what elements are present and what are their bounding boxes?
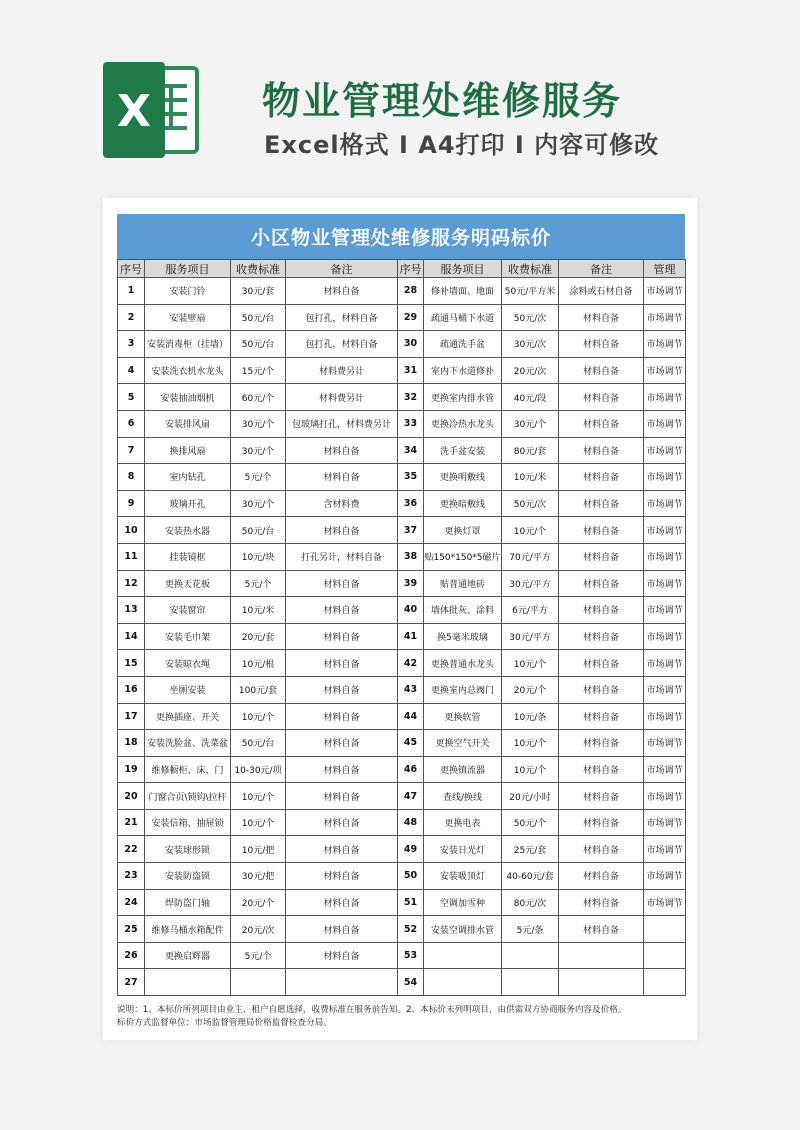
table-cell: 更换镇流器 (424, 756, 502, 783)
table-cell: 30元/平方 (502, 570, 559, 597)
table-cell: 市场调节 (644, 357, 686, 384)
table-cell: 安装信箱、抽屉锁 (145, 809, 231, 836)
table-cell: 市场调节 (644, 464, 686, 491)
price-table (117, 259, 686, 996)
table-cell: 5 (118, 384, 145, 411)
table-cell: 疏通洗手盆 (424, 331, 502, 358)
table-cell: 70元/平方 (502, 543, 559, 570)
table-cell: 15 (118, 650, 145, 677)
table-cell (559, 969, 644, 996)
table-cell: 材料自备 (286, 942, 398, 969)
table-cell: 材料自备 (286, 703, 398, 730)
table-cell: 材料自备 (286, 863, 398, 890)
table-cell: 材料自备 (559, 650, 644, 677)
table-cell: 材料自备 (286, 783, 398, 810)
price-sheet (103, 198, 697, 1040)
table-cell: 材料自备 (559, 889, 644, 916)
table-cell: 更换电表 (424, 809, 502, 836)
table-cell: 材料自备 (286, 730, 398, 757)
table-cell: 10元/个 (502, 517, 559, 544)
table-cell (644, 969, 686, 996)
table-cell: 15元/个 (231, 357, 286, 384)
table-cell: 30元/平方 (502, 623, 559, 650)
table-cell: 市场调节 (644, 889, 686, 916)
table-cell: 41 (398, 623, 424, 650)
table-cell: 市场调节 (644, 676, 686, 703)
table-cell: 45 (398, 730, 424, 757)
table-cell: 材料自备 (559, 304, 644, 331)
table-cell: 80元/次 (502, 889, 559, 916)
col-header: 管理 (644, 260, 686, 278)
table-row (118, 490, 686, 517)
table-cell: 10元/个 (502, 650, 559, 677)
table-cell: 市场调节 (644, 756, 686, 783)
table-cell: 安装吸顶灯 (424, 863, 502, 890)
table-cell: 16 (118, 676, 145, 703)
table-cell: 材料自备 (286, 889, 398, 916)
table-cell: 40元/段 (502, 384, 559, 411)
table-cell: 30元/把 (231, 863, 286, 890)
table-cell: 市场调节 (644, 650, 686, 677)
table-row (118, 730, 686, 757)
table-cell: 10元/米 (502, 464, 559, 491)
table-cell: 10元/个 (231, 809, 286, 836)
table-row (118, 889, 686, 916)
table-cell: 53 (398, 942, 424, 969)
hero-header (0, 0, 800, 200)
table-cell: 11 (118, 543, 145, 570)
table-cell: 材料自备 (559, 384, 644, 411)
table-cell: 安装洗脸盆、洗菜盆 (145, 730, 231, 757)
col-header: 备注 (286, 260, 398, 278)
table-cell: 30元/个 (502, 410, 559, 437)
table-row (118, 357, 686, 384)
table-cell: 52 (398, 916, 424, 943)
table-cell: 洗手盆安装 (424, 437, 502, 464)
table-cell: 材料自备 (559, 676, 644, 703)
table-cell: 维修马桶水箱配件 (145, 916, 231, 943)
table-cell: 5元/个 (231, 942, 286, 969)
table-cell: 20元/次 (502, 357, 559, 384)
table-row (118, 783, 686, 810)
table-cell: 材料自备 (559, 357, 644, 384)
table-cell: 墙体批灰、涂料 (424, 597, 502, 624)
table-cell: 材料费另计 (286, 384, 398, 411)
table-cell: 材料自备 (286, 517, 398, 544)
table-cell: 市场调节 (644, 410, 686, 437)
table-cell: 10元/个 (231, 783, 286, 810)
table-cell: 40 (398, 597, 424, 624)
table-cell: 安装防盗锁 (145, 863, 231, 890)
table-cell: 市场调节 (644, 597, 686, 624)
table-cell: 市场调节 (644, 730, 686, 757)
table-row (118, 863, 686, 890)
table-cell: 50元/次 (502, 304, 559, 331)
table-cell: 材料自备 (286, 756, 398, 783)
table-cell: 安装排风扇 (145, 410, 231, 437)
table-cell: 安装晾衣绳 (145, 650, 231, 677)
table-cell: 54 (398, 969, 424, 996)
table-row (118, 809, 686, 836)
table-cell: 10元/米 (231, 597, 286, 624)
table-cell: 材料自备 (559, 623, 644, 650)
table-cell: 5元/个 (231, 464, 286, 491)
table-cell: 10 (118, 517, 145, 544)
table-cell: 13 (118, 597, 145, 624)
table-row (118, 676, 686, 703)
table-cell: 20元/次 (231, 916, 286, 943)
table-cell: 50元/个 (502, 809, 559, 836)
table-cell: 3 (118, 331, 145, 358)
table-cell: 更换灯罩 (424, 517, 502, 544)
table-cell: 更换插座、开关 (145, 703, 231, 730)
table-cell: 更换明敷线 (424, 464, 502, 491)
table-cell: 材料自备 (559, 437, 644, 464)
table-cell: 23 (118, 863, 145, 890)
table-cell (644, 942, 686, 969)
table-cell: 44 (398, 703, 424, 730)
table-cell: 2 (118, 304, 145, 331)
table-cell: 5元/个 (231, 570, 286, 597)
table-cell: 49 (398, 836, 424, 863)
table-cell: 50元/台 (231, 304, 286, 331)
table-row (118, 916, 686, 943)
table-cell: 室内钻孔 (145, 464, 231, 491)
table-cell: 材料自备 (286, 623, 398, 650)
table-cell: 100元/套 (231, 676, 286, 703)
table-cell: 25 (118, 916, 145, 943)
table-cell: 材料自备 (559, 543, 644, 570)
table-row (118, 756, 686, 783)
table-cell: 疏通马桶下水道 (424, 304, 502, 331)
table-cell: 材料自备 (559, 570, 644, 597)
table-cell: 33 (398, 410, 424, 437)
table-cell: 30元/次 (502, 331, 559, 358)
table-cell: 安装抽油烟机 (145, 384, 231, 411)
col-header: 服务项目 (145, 260, 231, 278)
table-cell: 更换室内排水管 (424, 384, 502, 411)
table-cell: 材料自备 (286, 809, 398, 836)
table-row (118, 384, 686, 411)
table-cell: 市场调节 (644, 703, 686, 730)
table-cell: 市场调节 (644, 331, 686, 358)
table-cell: 39 (398, 570, 424, 597)
table-cell (145, 969, 231, 996)
table-cell: 材料自备 (286, 570, 398, 597)
table-cell: 材料自备 (559, 916, 644, 943)
table-cell: 1 (118, 278, 145, 305)
table-cell: 材料费另计 (286, 357, 398, 384)
table-cell: 29 (398, 304, 424, 331)
table-cell: 维修橱柜、床、门 (145, 756, 231, 783)
table-cell: 材料自备 (286, 437, 398, 464)
table-cell: 10元/个 (502, 730, 559, 757)
table-cell: 材料自备 (559, 863, 644, 890)
table-cell: 市场调节 (644, 863, 686, 890)
table-cell: 18 (118, 730, 145, 757)
table-cell: 坐厕安装 (145, 676, 231, 703)
col-header: 收费标准 (502, 260, 559, 278)
table-cell: 更换室内总阀门 (424, 676, 502, 703)
table-row (118, 942, 686, 969)
table-cell: 安装空调排水管 (424, 916, 502, 943)
col-header: 收费标准 (231, 260, 286, 278)
table-cell: 14 (118, 623, 145, 650)
table-cell: 更换启辉器 (145, 942, 231, 969)
table-cell: 60元/个 (231, 384, 286, 411)
table-cell: 挂装镜框 (145, 543, 231, 570)
table-cell: 材料自备 (286, 916, 398, 943)
table-cell: 材料自备 (559, 730, 644, 757)
table-cell: 换5毫米玻璃 (424, 623, 502, 650)
table-cell: 30元/个 (231, 410, 286, 437)
table-cell: 材料自备 (559, 331, 644, 358)
table-cell: 安装球形锁 (145, 836, 231, 863)
page-subtitle: Excel格式 I A4打印 I 内容可修改 (264, 131, 660, 159)
table-cell: 材料自备 (286, 650, 398, 677)
table-cell: 20 (118, 783, 145, 810)
table-cell: 材料自备 (559, 410, 644, 437)
table-cell: 22 (118, 836, 145, 863)
table-cell: 10元/把 (231, 836, 286, 863)
table-cell: 4 (118, 357, 145, 384)
table-cell: 10元/根 (231, 650, 286, 677)
table-cell: 安装消毒柜（挂墙） (145, 331, 231, 358)
col-header: 序号 (398, 260, 424, 278)
table-cell: 市场调节 (644, 304, 686, 331)
table-cell (644, 916, 686, 943)
table-cell (424, 969, 502, 996)
note-line: 标价方式监督单位：市场监督管理局价格监督检查分局。 (117, 1018, 332, 1028)
table-cell (424, 942, 502, 969)
table-cell: 42 (398, 650, 424, 677)
table-cell: 35 (398, 464, 424, 491)
table-cell: 34 (398, 437, 424, 464)
table-row (118, 623, 686, 650)
table-cell: 31 (398, 357, 424, 384)
table-cell: 更换冷热水龙头 (424, 410, 502, 437)
table-cell: 10元/条 (502, 703, 559, 730)
table-cell: 安装窗帘 (145, 597, 231, 624)
table-cell: 材料自备 (559, 756, 644, 783)
table-cell (502, 969, 559, 996)
table-cell: 37 (398, 517, 424, 544)
table-cell: 80元/套 (502, 437, 559, 464)
table-cell: 换排风扇 (145, 437, 231, 464)
table-cell: 10元/个 (231, 703, 286, 730)
table-cell: 更换空气开关 (424, 730, 502, 757)
col-header: 序号 (118, 260, 145, 278)
table-cell: 50 (398, 863, 424, 890)
table-cell: 材料自备 (559, 783, 644, 810)
table-cell: 打孔另计，材料自备 (286, 543, 398, 570)
table-cell: 材料自备 (559, 517, 644, 544)
table-cell: 19 (118, 756, 145, 783)
table-cell: 空调加雪种 (424, 889, 502, 916)
table-cell: 查线/换线 (424, 783, 502, 810)
table-cell: 6元/平方 (502, 597, 559, 624)
table-cell: 50元/平方米 (502, 278, 559, 305)
note-line: 说明：1、本标价所列项目由业主、租户自愿选择，收费标准在服务前告知。2、本标价未列明项目，由供需双方协商服务内容及价格。 (117, 1005, 627, 1015)
table-cell: 材料自备 (559, 836, 644, 863)
table-cell: 7 (118, 437, 145, 464)
table-cell: 6 (118, 410, 145, 437)
table-cell: 50元/台 (231, 517, 286, 544)
table-cell: 材料自备 (559, 703, 644, 730)
table-cell: 室内下水道修补 (424, 357, 502, 384)
table-cell: 51 (398, 889, 424, 916)
table-cell: 市场调节 (644, 809, 686, 836)
table-cell: 20元/套 (231, 623, 286, 650)
table-cell: 包打孔，材料自备 (286, 304, 398, 331)
table-cell: 32 (398, 384, 424, 411)
table-cell: 门窗合页\锁钩\拉杆 (145, 783, 231, 810)
table-cell: 5元/条 (502, 916, 559, 943)
table-cell: 修补墙面、地面 (424, 278, 502, 305)
table-cell: 材料自备 (559, 809, 644, 836)
table-cell: 更换软管 (424, 703, 502, 730)
table-cell: 市场调节 (644, 437, 686, 464)
table-cell: 27 (118, 969, 145, 996)
table-cell: 市场调节 (644, 490, 686, 517)
table-cell (559, 942, 644, 969)
table-cell: 10元/个 (502, 756, 559, 783)
table-row (118, 278, 686, 305)
table-row (118, 650, 686, 677)
table-cell: 25元/套 (502, 836, 559, 863)
table-cell: 涂料或石材自备 (559, 278, 644, 305)
table-cell: 47 (398, 783, 424, 810)
table-cell: 贴150*150*5磁片 (424, 543, 502, 570)
table-cell: 贴普通地砖 (424, 570, 502, 597)
table-cell: 46 (398, 756, 424, 783)
table-header-row (118, 260, 686, 278)
table-cell: 50元/台 (231, 331, 286, 358)
table-cell: 市场调节 (644, 543, 686, 570)
table-cell: 43 (398, 676, 424, 703)
table-cell: 12 (118, 570, 145, 597)
page-title: 物业管理处维修服务 (262, 79, 623, 123)
table-cell: 市场调节 (644, 783, 686, 810)
excel-icon (103, 62, 201, 158)
table-cell: 包打孔，材料自备 (286, 331, 398, 358)
table-cell: 材料自备 (559, 597, 644, 624)
table-cell: 28 (398, 278, 424, 305)
logo-letter: X (117, 86, 151, 137)
table-cell: 材料自备 (286, 597, 398, 624)
table-cell: 10-30元/项 (231, 756, 286, 783)
table-cell: 市场调节 (644, 278, 686, 305)
table-row (118, 304, 686, 331)
table-cell: 材料自备 (559, 490, 644, 517)
table-cell (502, 942, 559, 969)
table-cell: 更换暗敷线 (424, 490, 502, 517)
table-cell: 21 (118, 809, 145, 836)
table-row (118, 969, 686, 996)
table-cell: 市场调节 (644, 570, 686, 597)
table-cell: 材料自备 (559, 464, 644, 491)
table-cell: 9 (118, 490, 145, 517)
table-row (118, 437, 686, 464)
table-row (118, 703, 686, 730)
table-cell: 10元/块 (231, 543, 286, 570)
table-cell: 30元/个 (231, 437, 286, 464)
table-row (118, 570, 686, 597)
table-cell: 24 (118, 889, 145, 916)
table-cell: 30 (398, 331, 424, 358)
table-cell (286, 969, 398, 996)
table-cell: 8 (118, 464, 145, 491)
table-cell: 材料自备 (286, 464, 398, 491)
table-cell: 焊防盗门轴 (145, 889, 231, 916)
table-row (118, 836, 686, 863)
table-cell: 安装洗衣机水龙头 (145, 357, 231, 384)
table-cell: 38 (398, 543, 424, 570)
table-cell: 30元/套 (231, 278, 286, 305)
table-row (118, 517, 686, 544)
table-cell: 玻璃开孔 (145, 490, 231, 517)
table-cell (231, 969, 286, 996)
table-cell: 20元/个 (231, 889, 286, 916)
table-row (118, 543, 686, 570)
table-cell: 50元/次 (502, 490, 559, 517)
table-cell: 40-60元/套 (502, 863, 559, 890)
table-cell: 安装门铃 (145, 278, 231, 305)
table-cell: 17 (118, 703, 145, 730)
table-cell: 36 (398, 490, 424, 517)
table-cell: 市场调节 (644, 384, 686, 411)
table-cell: 更换普通水龙头 (424, 650, 502, 677)
table-cell: 30元/个 (231, 490, 286, 517)
table-cell: 20元/个 (502, 676, 559, 703)
notes (117, 1004, 689, 1030)
table-cell: 市场调节 (644, 623, 686, 650)
col-header: 备注 (559, 260, 644, 278)
table-cell: 安装日光灯 (424, 836, 502, 863)
table-row (118, 331, 686, 358)
table-cell: 26 (118, 942, 145, 969)
table-cell: 安装热水器 (145, 517, 231, 544)
col-header: 服务项目 (424, 260, 502, 278)
table-cell: 48 (398, 809, 424, 836)
table-cell: 更换天花板 (145, 570, 231, 597)
table-cell: 含材料费 (286, 490, 398, 517)
table-cell: 市场调节 (644, 836, 686, 863)
table-row (118, 410, 686, 437)
table-cell: 材料自备 (286, 676, 398, 703)
table-cell: 50元/台 (231, 730, 286, 757)
table-cell: 20元/小时 (502, 783, 559, 810)
table-cell: 安装毛巾架 (145, 623, 231, 650)
table-cell: 包玻璃打孔，材料费另计 (286, 410, 398, 437)
table-row (118, 464, 686, 491)
table-cell: 安装壁扇 (145, 304, 231, 331)
table-cell: 材料自备 (286, 836, 398, 863)
table-cell: 材料自备 (286, 278, 398, 305)
table-cell: 市场调节 (644, 517, 686, 544)
table-row (118, 597, 686, 624)
sheet-title: 小区物业管理处维修服务明码标价 (117, 214, 685, 259)
